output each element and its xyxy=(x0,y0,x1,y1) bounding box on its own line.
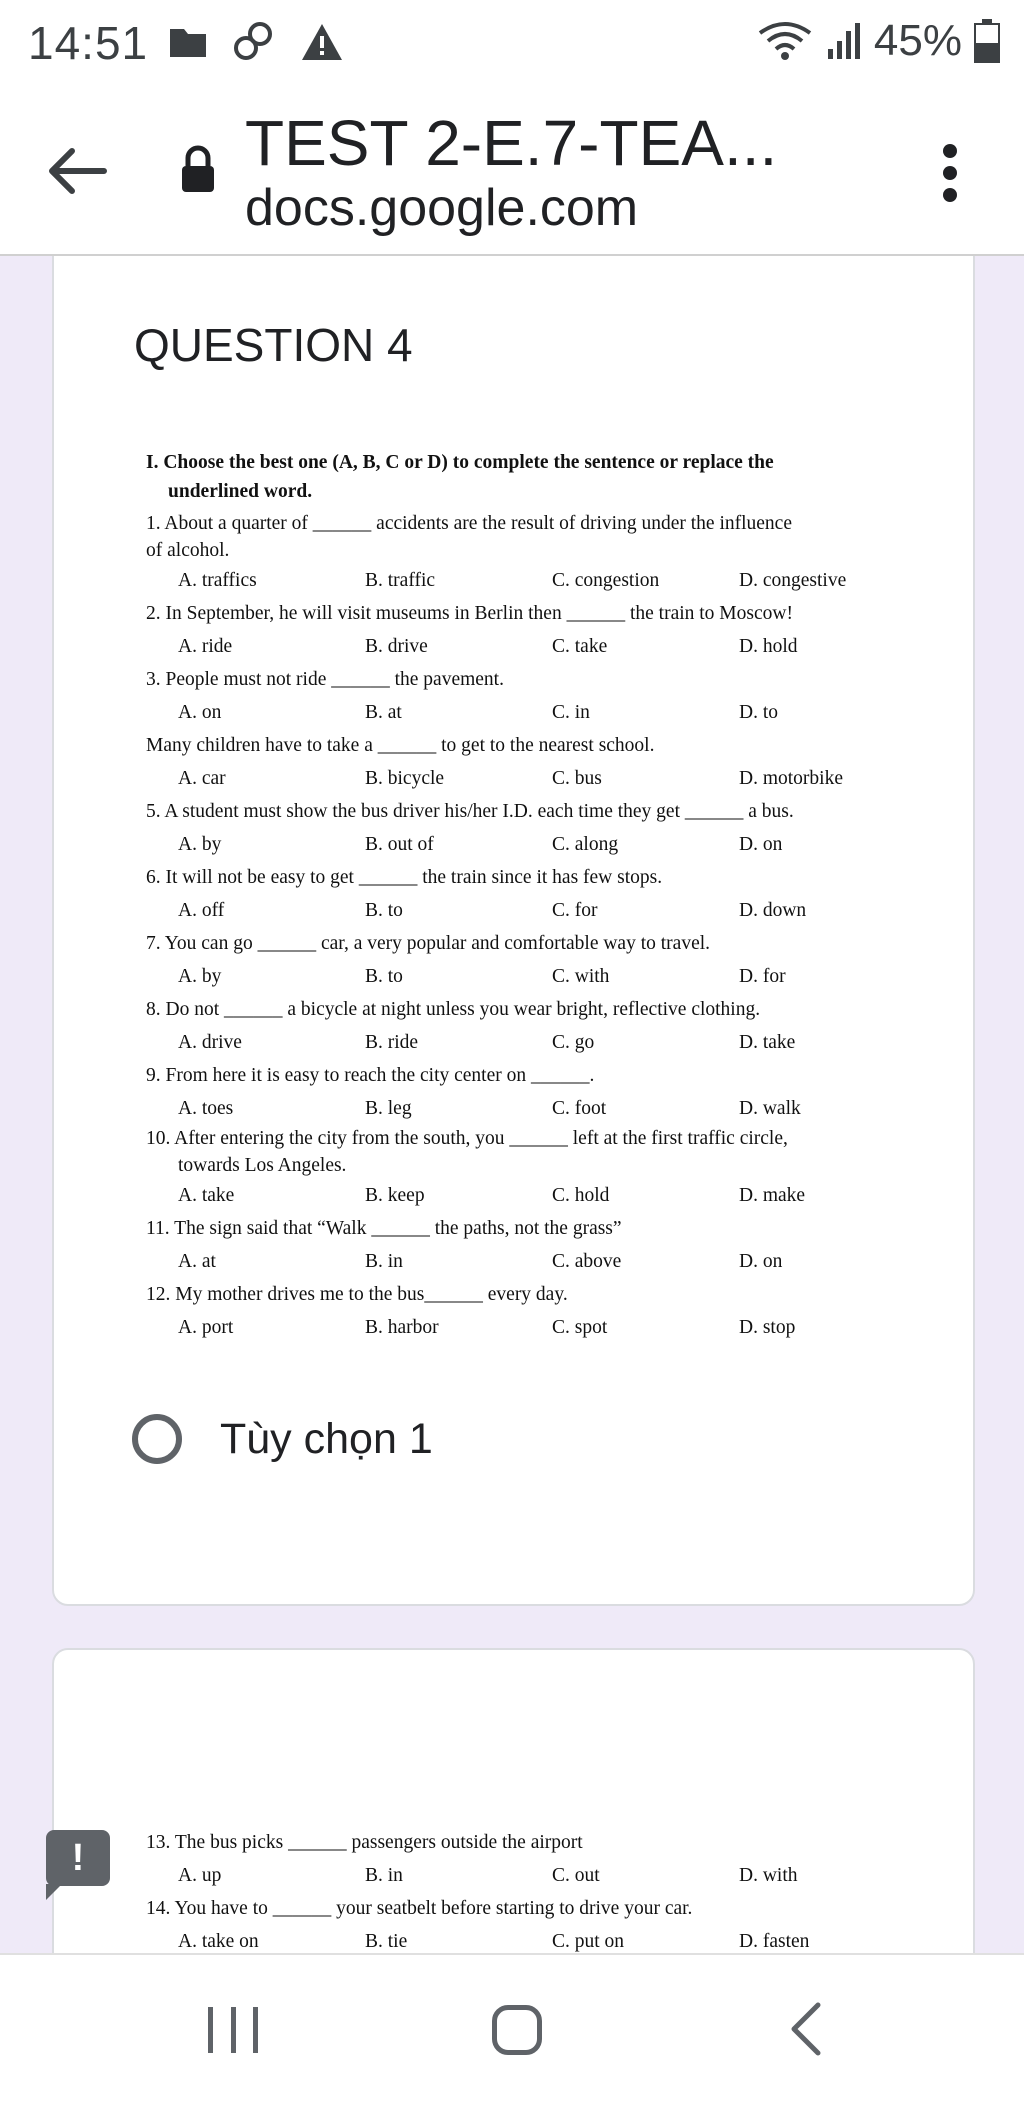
option: C. above xyxy=(552,1251,622,1272)
status-bar xyxy=(0,0,1024,84)
question-item: 6. It will not be easy to get ______ the train since it has few stops. xyxy=(146,867,663,888)
option: C. put on xyxy=(552,1931,625,1952)
question-title: QUESTION 4 xyxy=(134,319,413,371)
option: B. keep xyxy=(365,1185,425,1206)
option: B. ride xyxy=(365,1032,419,1053)
option: A. by xyxy=(178,834,222,855)
option: C. go xyxy=(552,1032,595,1053)
recents-icon[interactable] xyxy=(208,2007,258,2053)
link-icon xyxy=(232,20,276,64)
status-icons-left xyxy=(168,20,344,64)
option: D. with xyxy=(739,1865,798,1886)
option: A. up xyxy=(178,1865,222,1886)
option: D. congestive xyxy=(739,570,847,591)
option: A. on xyxy=(178,702,222,723)
form-content xyxy=(0,256,1024,1953)
option: B. in xyxy=(365,1251,403,1272)
warning-icon xyxy=(300,22,344,62)
radio-button[interactable] xyxy=(132,1414,182,1464)
option: C. out xyxy=(552,1865,600,1886)
item-continuation: towards Los Angeles. xyxy=(178,1155,347,1176)
option: B. bicycle xyxy=(365,768,445,789)
answer-option-1[interactable] xyxy=(132,1414,433,1464)
option: B. at xyxy=(365,702,402,723)
option: A. car xyxy=(178,768,226,789)
option: A. off xyxy=(178,900,225,921)
option: D. to xyxy=(739,702,778,723)
option: D. walk xyxy=(739,1098,801,1119)
item-continuation: of alcohol. xyxy=(146,540,230,561)
item-options xyxy=(146,630,926,663)
item-options xyxy=(146,564,926,597)
question-item xyxy=(146,1125,926,1152)
option: A. by xyxy=(178,966,222,987)
question-item: Many children have to take a ______ to get to the nearest school. xyxy=(146,735,655,756)
app-bar xyxy=(0,84,1024,256)
page-url: docs.google.com xyxy=(245,179,639,237)
option: B. to xyxy=(365,966,403,987)
option: B. traffic xyxy=(365,570,436,591)
item-options xyxy=(146,1026,926,1059)
option: A. at xyxy=(178,1251,216,1272)
option: B. tie xyxy=(365,1931,408,1952)
option: B. harbor xyxy=(365,1317,439,1338)
battery-icon xyxy=(974,19,1000,63)
question-item: 5. A student must show the bus driver his/her I.D. each time they get ______ a bus. xyxy=(146,801,794,822)
next-question-card xyxy=(52,1648,975,1953)
instruction xyxy=(146,448,926,506)
nav-back-icon[interactable] xyxy=(786,1999,826,2059)
option: D. make xyxy=(739,1185,806,1206)
feedback-alert-icon[interactable]: ! xyxy=(46,1830,110,1886)
option: D. on xyxy=(739,1251,783,1272)
option: C. spot xyxy=(552,1317,608,1338)
option: A. take xyxy=(178,1185,235,1206)
option: B. in xyxy=(365,1865,403,1886)
option: B. drive xyxy=(365,636,428,657)
option: B. out of xyxy=(365,834,434,855)
question-item: 12. My mother drives me to the bus______ every day. xyxy=(146,1284,568,1305)
item-options xyxy=(146,828,926,861)
option: A. traffics xyxy=(178,570,257,591)
item-options xyxy=(146,1311,926,1344)
question-item: 2. In September, he will visit museums in Berlin then ______ the train to Moscow! xyxy=(146,603,793,624)
item-options xyxy=(146,1179,926,1212)
more-options-icon[interactable] xyxy=(925,136,975,216)
item-options xyxy=(146,1245,926,1278)
option: A. port xyxy=(178,1317,234,1338)
item-options xyxy=(146,894,926,927)
option: C. foot xyxy=(552,1098,607,1119)
item-text: 10. After entering the city from the south, you ______ left at the first traffic circle, xyxy=(146,1128,788,1149)
option: D. motorbike xyxy=(739,768,843,789)
option: D. fasten xyxy=(739,1931,810,1952)
option: C. with xyxy=(552,966,610,987)
option: C. take xyxy=(552,636,608,657)
option: C. congestion xyxy=(552,570,660,591)
option: A. toes xyxy=(178,1098,234,1119)
option: D. take xyxy=(739,1032,796,1053)
item-options xyxy=(146,1925,926,1953)
question-item: 11. The sign said that “Walk ______ the paths, not the grass” xyxy=(146,1218,622,1239)
question-item xyxy=(146,510,926,537)
question-item: 3. People must not ride ______ the pavement. xyxy=(146,669,504,690)
status-time: 14:51 xyxy=(28,17,149,69)
option: D. on xyxy=(739,834,783,855)
item-options xyxy=(146,762,926,795)
navigation-bar xyxy=(0,1953,1024,2107)
question-item: 7. You can go ______ car, a very popular and comfortable way to travel. xyxy=(146,933,711,954)
item-options xyxy=(146,960,926,993)
option: C. bus xyxy=(552,768,602,789)
option: C. in xyxy=(552,702,590,723)
option: A. take on xyxy=(178,1931,259,1952)
status-icons-right xyxy=(756,16,1000,66)
option: A. drive xyxy=(178,1032,242,1053)
item-options xyxy=(146,1092,926,1125)
option-label: Tùy chọn 1 xyxy=(220,1414,433,1463)
instruction-line-1: I. Choose the best one (A, B, C or D) to complete the sentence or replace the xyxy=(146,452,774,473)
question-image xyxy=(146,448,926,1344)
option: C. along xyxy=(552,834,619,855)
option: B. leg xyxy=(365,1098,412,1119)
option: A. ride xyxy=(178,636,233,657)
item-options xyxy=(146,1859,926,1892)
question-card xyxy=(52,256,975,1606)
wifi-icon xyxy=(756,21,814,61)
option: D. stop xyxy=(739,1317,796,1338)
item-options xyxy=(146,696,926,729)
question-image xyxy=(146,1826,926,1953)
option: D. down xyxy=(739,900,807,921)
option: C. hold xyxy=(552,1185,610,1206)
back-arrow-icon[interactable] xyxy=(42,136,112,206)
page-title: TEST 2-E.7-TEA... xyxy=(245,107,778,179)
option: C. for xyxy=(552,900,598,921)
option: B. to xyxy=(365,900,403,921)
item-text: 1. About a quarter of ______ accidents are the result of driving under the influence xyxy=(146,513,792,534)
folder-icon xyxy=(168,25,208,59)
option: D. hold xyxy=(739,636,798,657)
option: D. for xyxy=(739,966,786,987)
question-item: 8. Do not ______ a bicycle at night unless you wear bright, reflective clothing. xyxy=(146,999,761,1020)
instruction-line-2: underlined word. xyxy=(168,481,313,502)
battery-percent: 45% xyxy=(873,16,962,65)
home-icon[interactable] xyxy=(492,2005,542,2055)
lock-icon xyxy=(180,144,216,194)
question-item: 14. You have to ______ your seatbelt before starting to drive your car. xyxy=(146,1898,693,1919)
signal-icon xyxy=(826,21,862,61)
question-item: 9. From here it is easy to reach the city center on ______. xyxy=(146,1065,595,1086)
question-item: 13. The bus picks ______ passengers outside the airport xyxy=(146,1832,583,1853)
